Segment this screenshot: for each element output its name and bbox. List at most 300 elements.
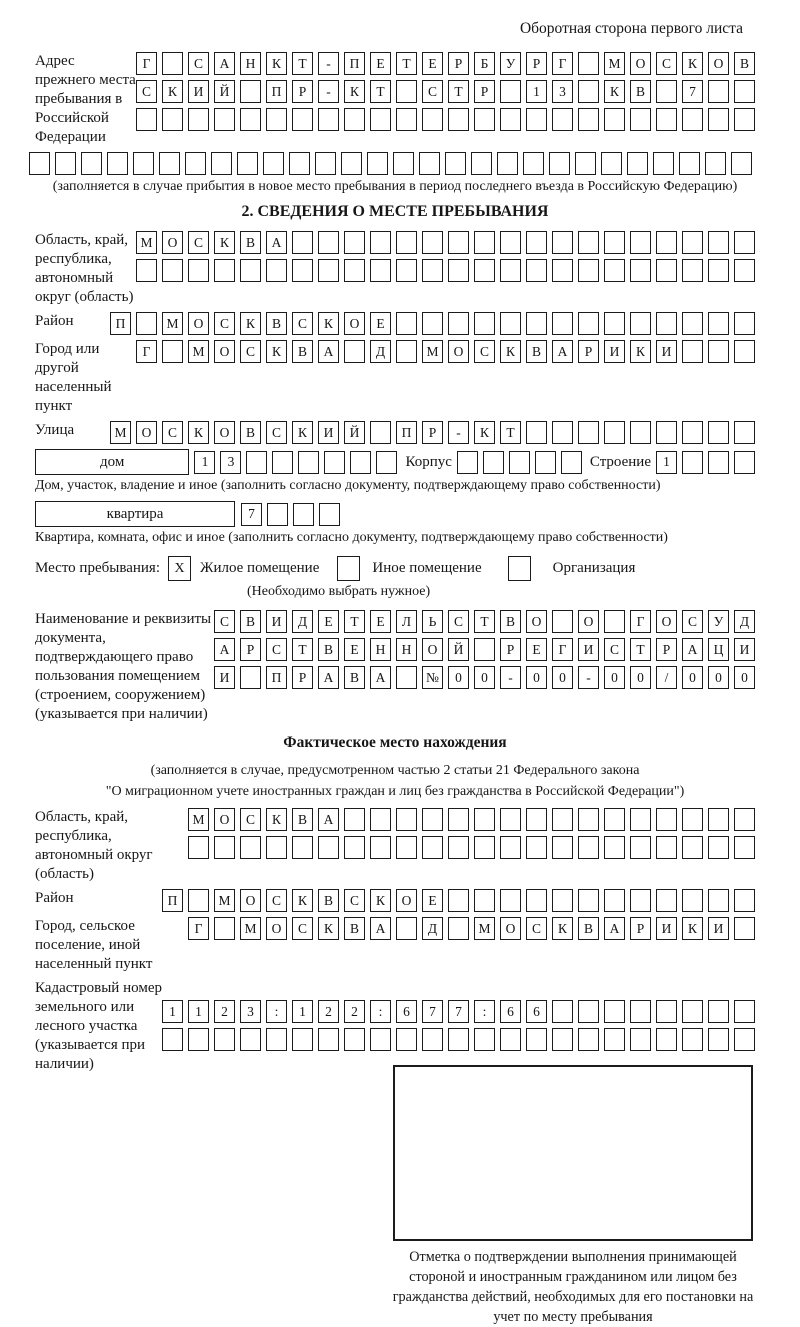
char-cell: С: [682, 610, 703, 633]
char-cell: О: [344, 312, 365, 335]
char-cell: Р: [448, 52, 469, 75]
char-cell: А: [552, 340, 573, 363]
char-cell: П: [110, 312, 131, 335]
char-cell: Л: [396, 610, 417, 633]
char-cell: [708, 1000, 729, 1023]
char-cell: [240, 108, 261, 131]
char-cell: [682, 1028, 703, 1051]
char-cell: [419, 152, 440, 175]
char-cell: [604, 231, 625, 254]
char-cell: [396, 917, 417, 940]
char-cell: Е: [370, 610, 391, 633]
actual-note-line2: "О миграционном учете иностранных граждан и лиц без гражданства в Российской Федерации"): [105, 784, 685, 799]
char-cell: В: [240, 421, 261, 444]
char-cell: В: [266, 312, 287, 335]
char-cell: 1: [194, 451, 215, 474]
char-cell: [474, 638, 495, 661]
char-cell: О: [396, 889, 417, 912]
char-cell: [483, 451, 504, 474]
char-cell: В: [630, 80, 651, 103]
char-cell: В: [344, 917, 365, 940]
char-cell: М: [474, 917, 495, 940]
prev-address-block: [35, 52, 755, 147]
char-cell: [656, 421, 677, 444]
char-cell: С: [214, 610, 235, 633]
char-cell: [578, 312, 599, 335]
char-cell: К: [500, 340, 521, 363]
char-cell: [708, 1028, 729, 1051]
char-cell: М: [214, 889, 235, 912]
char-cell: Т: [396, 52, 417, 75]
char-cell: О: [162, 231, 183, 254]
char-cell: Р: [526, 52, 547, 75]
char-cell: Т: [630, 638, 651, 661]
char-cell: :: [266, 1000, 287, 1023]
char-cell: [575, 152, 596, 175]
char-cell: [734, 836, 755, 859]
char-cell: [214, 836, 235, 859]
char-cell: Р: [630, 917, 651, 940]
char-cell: [474, 231, 495, 254]
char-cell: [604, 1000, 625, 1023]
char-cell: [396, 312, 417, 335]
char-cell: [708, 421, 729, 444]
char-cell: [422, 808, 443, 831]
char-cell: 0: [630, 666, 651, 689]
char-cell: Т: [474, 610, 495, 633]
char-cell: [552, 836, 573, 859]
region-block: [35, 231, 755, 307]
char-cell: И: [656, 340, 677, 363]
char-cell: [604, 108, 625, 131]
char-cell: М: [188, 808, 209, 831]
char-cell: К: [318, 312, 339, 335]
actual-region-label: Область, край, республика, автономный округ (область): [35, 809, 153, 882]
char-cell: А: [604, 917, 625, 940]
char-cell: Р: [292, 80, 313, 103]
char-cell: О: [578, 610, 599, 633]
char-cell: [448, 1028, 469, 1051]
char-cell: И: [214, 666, 235, 689]
char-cell: [578, 80, 599, 103]
char-cell: 7: [241, 503, 262, 526]
char-cell: [344, 1028, 365, 1051]
char-cell: [656, 836, 677, 859]
actual-note-line1: (заполняется в случае, предусмотренном частью 2 статьи 21 Федерального закона: [150, 763, 640, 778]
char-cell: [708, 889, 729, 912]
char-cell: 3: [240, 1000, 261, 1023]
char-cell: [630, 1000, 651, 1023]
char-cell: [448, 108, 469, 131]
street-block: [35, 421, 755, 444]
char-cell: 7: [448, 1000, 469, 1023]
char-cell: К: [188, 421, 209, 444]
char-cell: [474, 808, 495, 831]
char-cell: М: [604, 52, 625, 75]
char-cell: [344, 259, 365, 282]
char-cell: [107, 152, 128, 175]
char-cell: [630, 421, 651, 444]
char-cell: [55, 152, 76, 175]
char-cell: [656, 1000, 677, 1023]
char-cell: [526, 259, 547, 282]
char-cell: [474, 836, 495, 859]
char-cell: И: [708, 917, 729, 940]
char-cell: [656, 259, 677, 282]
char-cell: Ь: [422, 610, 443, 633]
char-cell: [344, 340, 365, 363]
char-cell: [344, 808, 365, 831]
char-cell: [734, 312, 755, 335]
char-cell: [734, 421, 755, 444]
char-cell: [471, 152, 492, 175]
char-cell: Р: [656, 638, 677, 661]
char-cell: [500, 836, 521, 859]
char-cell: С: [214, 312, 235, 335]
char-cell: [188, 259, 209, 282]
char-cell: [578, 231, 599, 254]
char-cell: [526, 108, 547, 131]
char-cell: И: [318, 421, 339, 444]
char-cell: В: [734, 52, 755, 75]
char-cell: Д: [422, 917, 443, 940]
char-cell: 1: [656, 451, 677, 474]
char-cell: [500, 80, 521, 103]
char-cell: [448, 917, 469, 940]
char-cell: Т: [292, 52, 313, 75]
char-cell: [500, 231, 521, 254]
char-cell: [500, 1028, 521, 1051]
char-cell: [422, 312, 443, 335]
char-cell: [656, 80, 677, 103]
confirmation-caption: Отметка о подтверждении выполнения принимающей стороной и иностранным гражданином или лицом без гражданства действий, необходимых для его постановки на учет по месту пребывания: [392, 1249, 754, 1325]
char-cell: А: [370, 917, 391, 940]
char-cell: [604, 610, 625, 633]
char-cell: [734, 917, 755, 940]
korpus-cells: [457, 451, 582, 474]
char-cell: Н: [240, 52, 261, 75]
char-cell: 6: [526, 1000, 547, 1023]
char-cell: [630, 889, 651, 912]
char-cell: С: [292, 917, 313, 940]
char-cell: [266, 108, 287, 131]
char-cell: М: [240, 917, 261, 940]
char-cell: [292, 231, 313, 254]
char-cell: О: [214, 421, 235, 444]
char-cell: Д: [292, 610, 313, 633]
char-cell: А: [318, 340, 339, 363]
char-cell: [188, 108, 209, 131]
cadastral-block: [35, 979, 755, 1074]
char-cell: Е: [370, 312, 391, 335]
char-cell: С: [266, 889, 287, 912]
char-cell: М: [162, 312, 183, 335]
prev-address-note: (заполняется в случае прибытия в новое место пребывания в период последнего въезда в Российскую Федерацию): [52, 179, 738, 194]
char-cell: [318, 231, 339, 254]
char-cell: С: [604, 638, 625, 661]
house-cells: [194, 451, 397, 474]
char-cell: [734, 451, 755, 474]
char-cell: [734, 80, 755, 103]
char-cell: [500, 312, 521, 335]
char-cell: [237, 152, 258, 175]
char-cell: [630, 231, 651, 254]
char-cell: [708, 108, 729, 131]
char-cell: К: [630, 340, 651, 363]
char-cell: К: [474, 421, 495, 444]
actual-location-title: Фактическое место нахождения: [283, 734, 507, 751]
char-cell: С: [266, 638, 287, 661]
char-cell: [370, 421, 391, 444]
char-cell: К: [604, 80, 625, 103]
stroenie-cells: [656, 451, 755, 474]
char-cell: О: [526, 610, 547, 633]
confirmation-block: [393, 1065, 755, 1327]
char-cell: [422, 231, 443, 254]
char-cell: К: [292, 421, 313, 444]
char-cell: [578, 421, 599, 444]
char-cell: [350, 451, 371, 474]
char-cell: [318, 1028, 339, 1051]
char-cell: [214, 108, 235, 131]
char-cell: [526, 836, 547, 859]
actual-city-block: [35, 917, 755, 974]
char-cell: О: [422, 638, 443, 661]
char-cell: [370, 259, 391, 282]
char-cell: [578, 259, 599, 282]
char-cell: Г: [552, 52, 573, 75]
char-cell: Г: [630, 610, 651, 633]
char-cell: Б: [474, 52, 495, 75]
char-cell: В: [500, 610, 521, 633]
char-cell: К: [240, 312, 261, 335]
char-cell: [526, 889, 547, 912]
char-cell: [240, 80, 261, 103]
actual-location-note: [35, 760, 755, 802]
char-cell: Г: [136, 52, 157, 75]
char-cell: С: [292, 312, 313, 335]
char-cell: У: [708, 610, 729, 633]
char-cell: [267, 503, 288, 526]
char-cell: [240, 1028, 261, 1051]
char-cell: :: [370, 1000, 391, 1023]
document-block: [35, 610, 755, 724]
char-cell: [448, 836, 469, 859]
char-cell: О: [708, 52, 729, 75]
char-cell: 0: [526, 666, 547, 689]
char-cell: [315, 152, 336, 175]
char-cell: В: [292, 340, 313, 363]
char-cell: [708, 340, 729, 363]
residential-label: Жилое помещение: [200, 560, 320, 576]
char-cell: [474, 889, 495, 912]
char-cell: К: [344, 80, 365, 103]
char-cell: [185, 152, 206, 175]
char-cell: [344, 231, 365, 254]
char-cell: В: [318, 638, 339, 661]
char-cell: О: [136, 421, 157, 444]
char-cell: О: [500, 917, 521, 940]
char-cell: [734, 808, 755, 831]
char-cell: [734, 231, 755, 254]
char-cell: [604, 312, 625, 335]
char-cell: [682, 889, 703, 912]
street-label: Улица: [35, 422, 75, 438]
char-cell: [734, 1028, 755, 1051]
char-cell: [509, 451, 530, 474]
char-cell: М: [188, 340, 209, 363]
char-cell: М: [110, 421, 131, 444]
char-cell: С: [448, 610, 469, 633]
char-cell: 0: [552, 666, 573, 689]
char-cell: П: [266, 80, 287, 103]
char-cell: Е: [318, 610, 339, 633]
char-cell: К: [266, 340, 287, 363]
char-cell: [188, 1028, 209, 1051]
char-cell: К: [162, 80, 183, 103]
apartment-box: квартира: [35, 501, 235, 527]
char-cell: [630, 808, 651, 831]
char-cell: К: [214, 231, 235, 254]
char-cell: [396, 808, 417, 831]
char-cell: В: [240, 610, 261, 633]
char-cell: А: [266, 231, 287, 254]
stay-type-note: (Необходимо выбрать нужное): [247, 584, 431, 599]
char-cell: Т: [370, 80, 391, 103]
char-cell: [293, 503, 314, 526]
char-cell: [682, 312, 703, 335]
char-cell: [188, 836, 209, 859]
char-cell: У: [500, 52, 521, 75]
char-cell: [734, 259, 755, 282]
char-cell: [246, 451, 267, 474]
char-cell: [448, 312, 469, 335]
char-cell: [708, 80, 729, 103]
char-cell: [552, 889, 573, 912]
char-cell: [266, 1028, 287, 1051]
char-cell: Е: [526, 638, 547, 661]
char-cell: С: [474, 340, 495, 363]
char-cell: [552, 1000, 573, 1023]
char-cell: [448, 231, 469, 254]
char-cell: [682, 340, 703, 363]
street-row: [110, 421, 755, 444]
char-cell: Е: [370, 52, 391, 75]
char-cell: [656, 108, 677, 131]
document-row-1: [214, 610, 755, 633]
document-label: Наименование и реквизиты документа, подтверждающего право пользования помещением (строением, сооружением) (указывается при наличии): [35, 611, 212, 722]
char-cell: А: [318, 666, 339, 689]
char-cell: [627, 152, 648, 175]
char-cell: [448, 889, 469, 912]
district-block: [35, 312, 755, 335]
char-cell: [630, 108, 651, 131]
char-cell: А: [682, 638, 703, 661]
char-cell: [474, 259, 495, 282]
char-cell: [682, 231, 703, 254]
char-cell: [526, 312, 547, 335]
char-cell: О: [188, 312, 209, 335]
char-cell: [497, 152, 518, 175]
char-cell: [324, 451, 345, 474]
char-cell: С: [266, 421, 287, 444]
char-cell: [708, 808, 729, 831]
char-cell: -: [500, 666, 521, 689]
char-cell: Т: [448, 80, 469, 103]
char-cell: Й: [448, 638, 469, 661]
char-cell: 6: [396, 1000, 417, 1023]
actual-district-row: [162, 889, 755, 912]
char-cell: С: [526, 917, 547, 940]
char-cell: [708, 836, 729, 859]
char-cell: [523, 152, 544, 175]
char-cell: Т: [344, 610, 365, 633]
char-cell: О: [214, 340, 235, 363]
char-cell: [474, 108, 495, 131]
char-cell: А: [318, 808, 339, 831]
stay-type-label: Место пребывания:: [35, 560, 160, 576]
char-cell: [682, 1000, 703, 1023]
char-cell: [474, 312, 495, 335]
char-cell: [292, 108, 313, 131]
char-cell: С: [162, 421, 183, 444]
char-cell: [344, 836, 365, 859]
char-cell: 0: [734, 666, 755, 689]
char-cell: [214, 259, 235, 282]
char-cell: [656, 889, 677, 912]
char-cell: Т: [500, 421, 521, 444]
char-cell: [682, 808, 703, 831]
section2-title: 2. СВЕДЕНИЯ О МЕСТЕ ПРЕБЫВАНИЯ: [241, 203, 549, 220]
house-box: дом: [35, 449, 189, 475]
char-cell: [708, 312, 729, 335]
char-cell: [731, 152, 752, 175]
char-cell: [682, 421, 703, 444]
char-cell: [656, 312, 677, 335]
char-cell: [396, 836, 417, 859]
char-cell: [214, 917, 235, 940]
char-cell: [298, 451, 319, 474]
char-cell: [734, 340, 755, 363]
char-cell: 6: [500, 1000, 521, 1023]
actual-city-label: Город, сельское поселение, иной населенный пункт: [35, 918, 153, 972]
char-cell: [656, 1028, 677, 1051]
actual-region-row-2: [188, 836, 755, 859]
char-cell: [734, 1000, 755, 1023]
char-cell: В: [344, 666, 365, 689]
char-cell: 0: [708, 666, 729, 689]
char-cell: Й: [214, 80, 235, 103]
char-cell: 1: [526, 80, 547, 103]
char-cell: [136, 259, 157, 282]
char-cell: [263, 152, 284, 175]
char-cell: [272, 451, 293, 474]
char-cell: [448, 259, 469, 282]
char-cell: [656, 231, 677, 254]
char-cell: [604, 259, 625, 282]
char-cell: [578, 889, 599, 912]
char-cell: [682, 451, 703, 474]
char-cell: [370, 836, 391, 859]
char-cell: С: [240, 340, 261, 363]
char-cell: [526, 231, 547, 254]
char-cell: П: [396, 421, 417, 444]
char-cell: [578, 108, 599, 131]
house-row: [35, 449, 755, 475]
organization-label: Организация: [552, 560, 636, 576]
char-cell: Т: [292, 638, 313, 661]
char-cell: 1: [188, 1000, 209, 1023]
